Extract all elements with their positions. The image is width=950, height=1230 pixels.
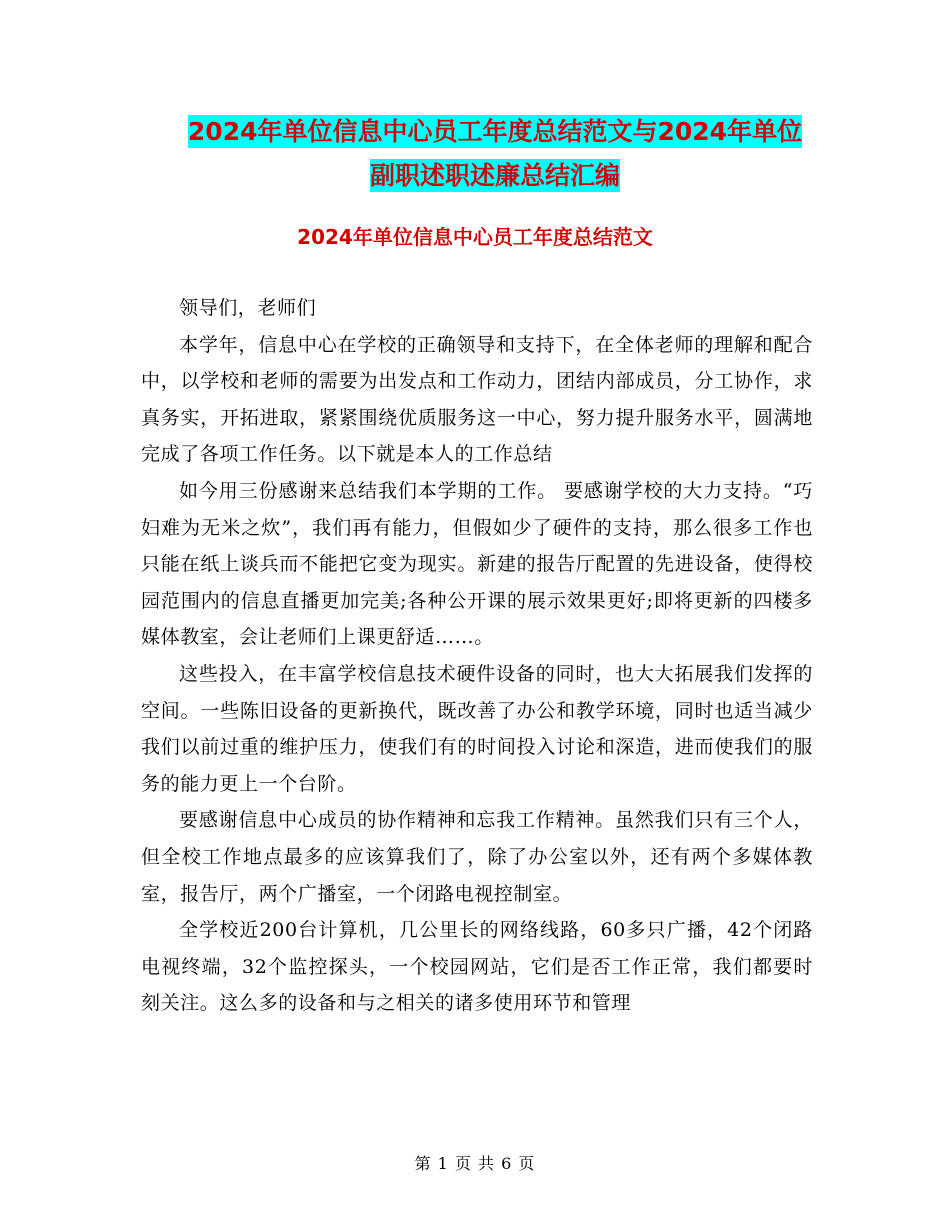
body-text	[141, 290, 813, 1022]
paragraph: 这些投入，在丰富学校信息技术硬件设备的同时，也大大拓展我们发挥的空间。一些陈旧设备的更新换代，既改善了办公和教学环境，同时也适当减少我们以前过重的维护压力，使我们有的时间投入讨论和深造，进而使我们的服务的能力更上一个台阶。	[141, 662, 813, 795]
title-line-1: 2024年单位信息中心员工年度总结范文与2024年单位	[187, 117, 803, 146]
paragraph: 要感谢信息中心成员的协作精神和忘我工作精神。虽然我们只有三个人，但全校工作地点最多的应该算我们了，除了办公室以外，还有两个多媒体教室，报告厅，两个广播室，一个闭路电视控制室。	[141, 809, 813, 905]
paragraph-greeting: 领导们，老师们	[179, 297, 317, 319]
paragraph: 如今用三份感谢来总结我们本学期的工作。 要感谢学校的大力支持。“巧妇难为无米之炊”，我们再有能力，但假如少了硬件的支持，那么很多工作也只能在纸上谈兵而不能把它变为现实。新建的报告厅配置的先进设备，使得校园范围内的信息直播更加完美;各种公开课的展示效果更好;即将更新的四楼多媒体教室，会让老师们上课更舒适……。	[141, 479, 813, 649]
section-title: 2024年单位信息中心员工年度总结范文	[297, 225, 653, 249]
paragraph: 全学校近200台计算机，几公里长的网络线路，60多只广播，42个闭路电视终端，32个监控探头，一个校园网站，它们是否工作正常，我们都要时刻关注。这么多的设备和与之相关的诸多使用环节和管理	[141, 919, 813, 1015]
paragraph: 本学年，信息中心在学校的正确领导和支持下，在全体老师的理解和配合中，以学校和老师的需要为出发点和工作动力，团结内部成员，分工协作，求真务实，开拓进取，紧紧围绕优质服务这一中心，努力提升服务水平，圆满地完成了各项工作任务。以下就是本人的工作总结	[141, 333, 813, 466]
document-title	[140, 110, 850, 198]
page-footer: 第 1 页 共 6 页	[414, 1154, 536, 1173]
title-line-2: 副职述职述廉总结汇编	[369, 161, 620, 190]
